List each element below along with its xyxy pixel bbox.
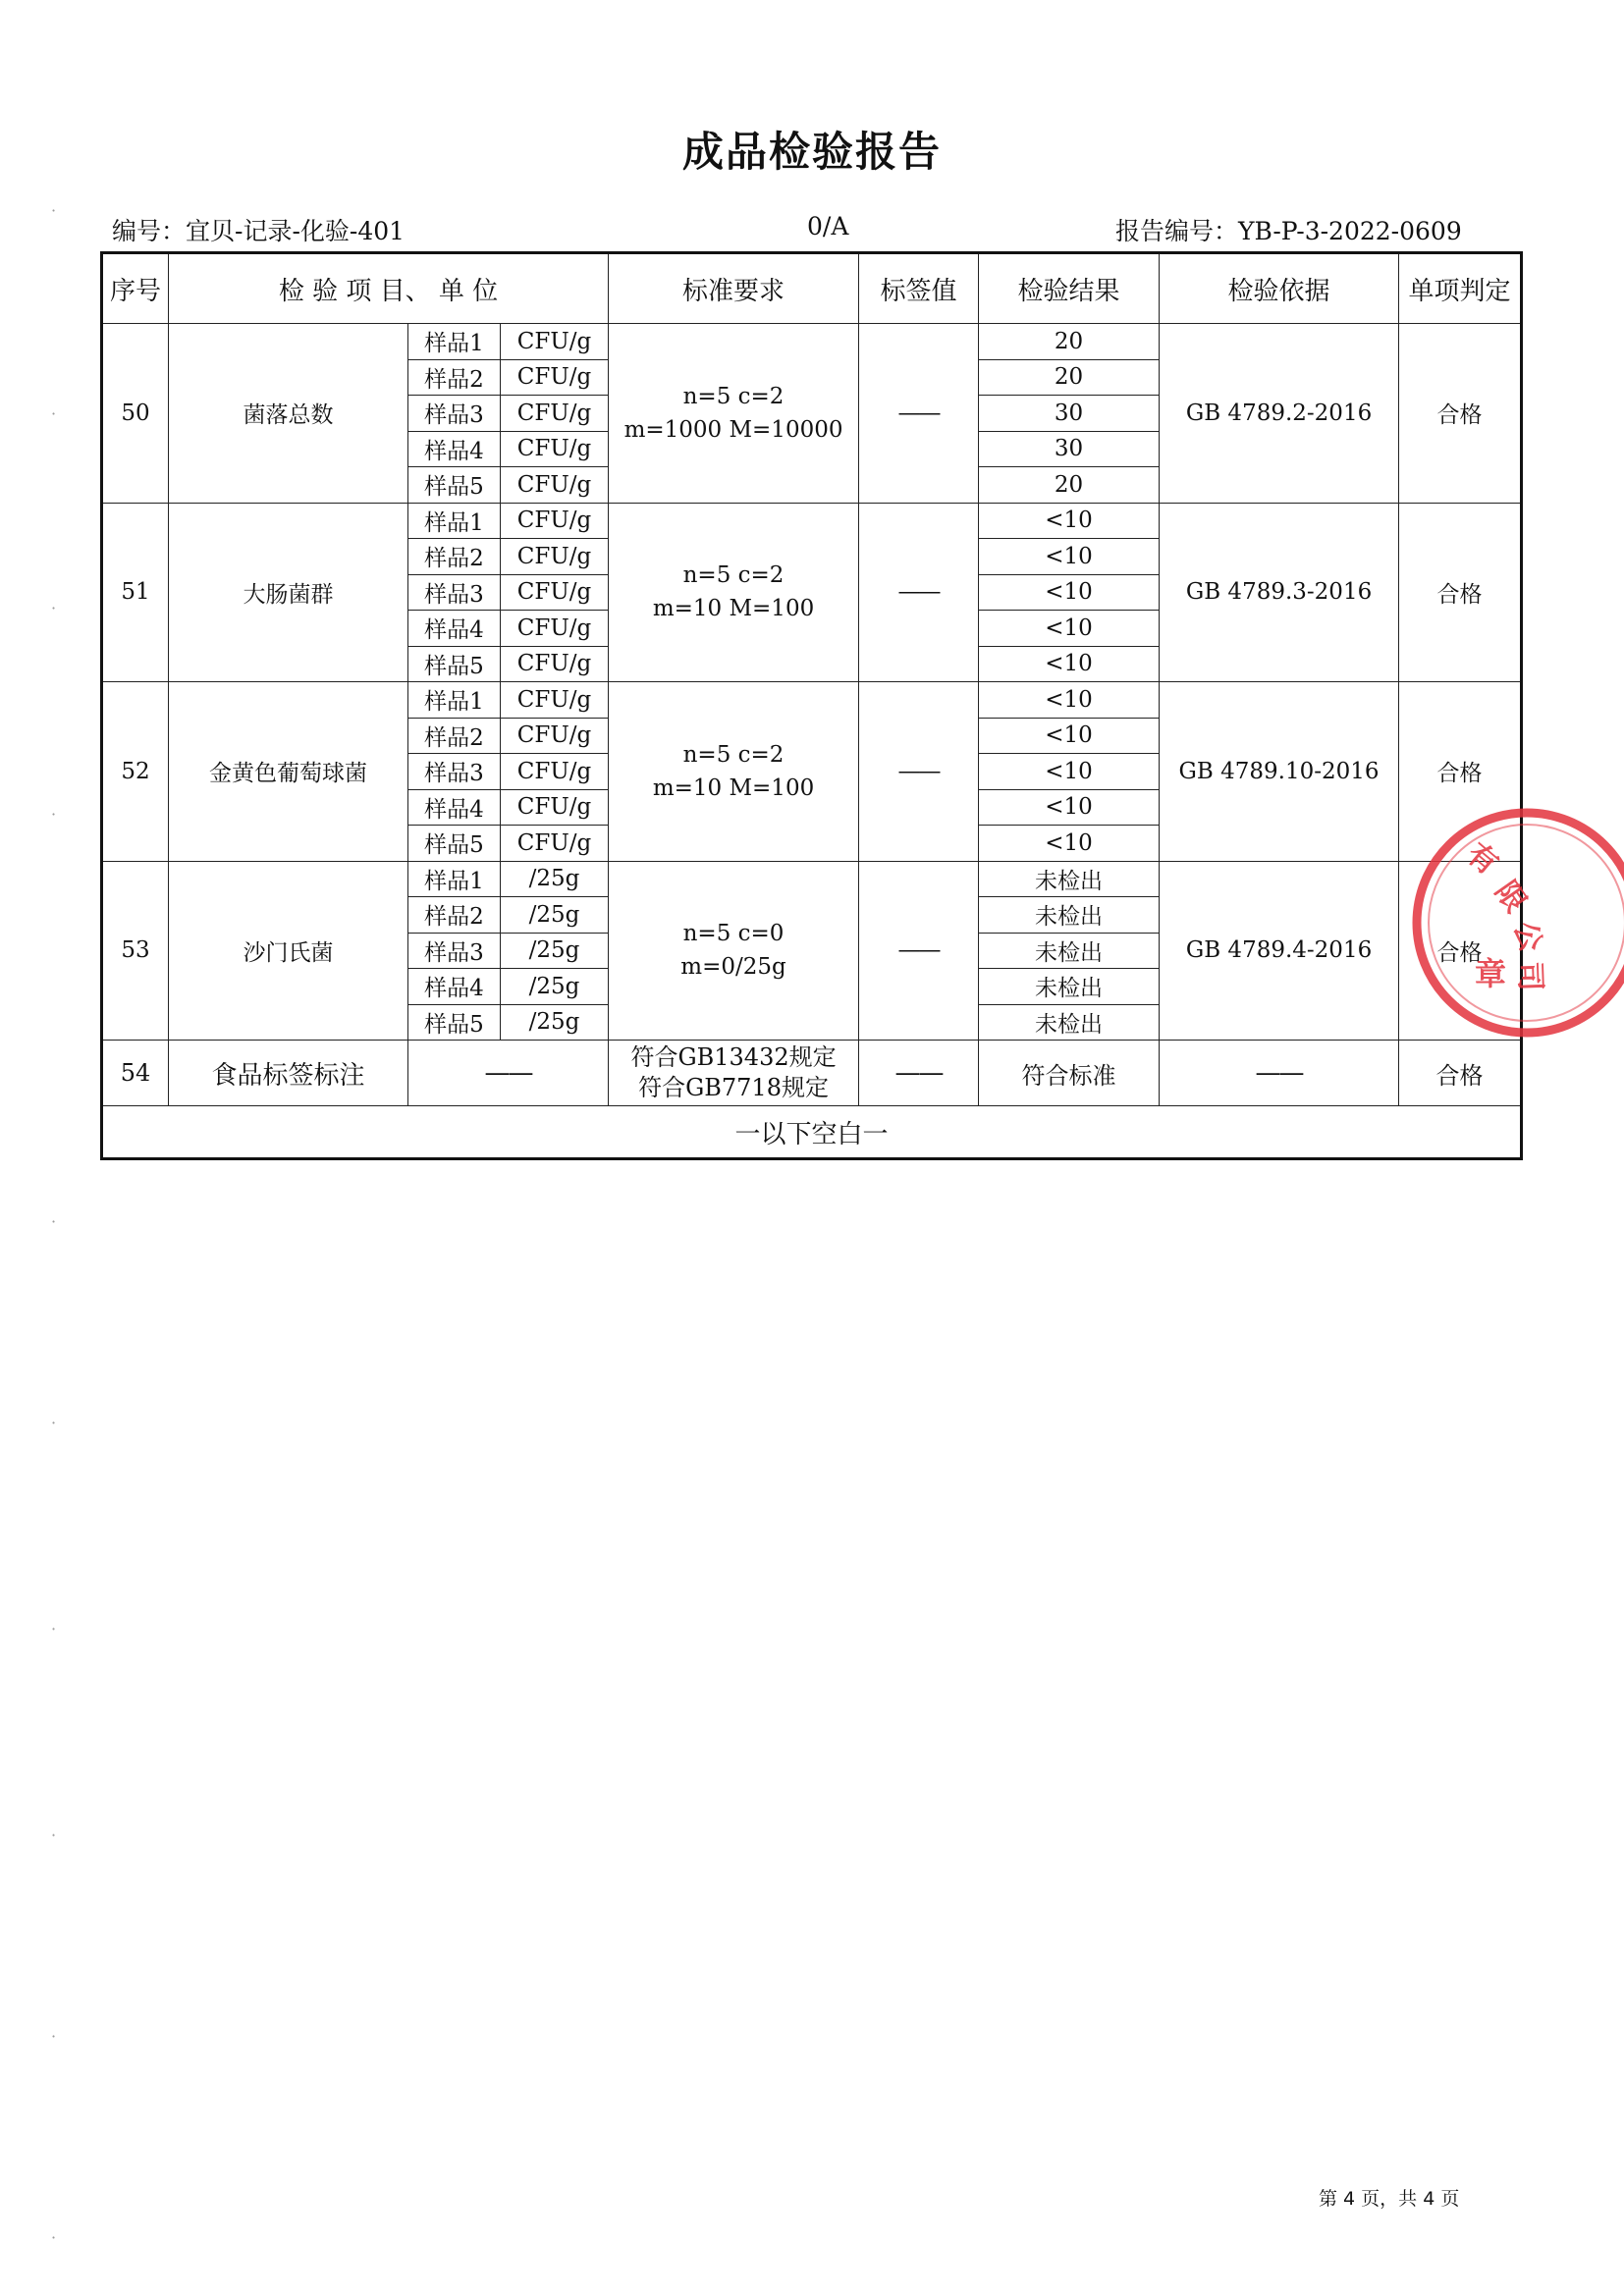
inspection-table <box>100 251 1523 1160</box>
document-version: 0/A <box>807 212 849 240</box>
scan-speck: · <box>51 599 57 617</box>
cell-sample: 样品3 <box>408 754 501 790</box>
svg-text:有: 有 <box>1459 836 1505 882</box>
cell-unit: CFU/g <box>501 754 609 790</box>
cell-unit: CFU/g <box>501 718 609 754</box>
cell-seq: 53 <box>102 861 169 1041</box>
cell-unit: CFU/g <box>501 611 609 647</box>
scan-speck: · <box>51 404 57 423</box>
cell-result: 未检出 <box>979 861 1160 897</box>
cell-unit: CFU/g <box>501 826 609 862</box>
cell-judgement: 合格 <box>1399 1041 1522 1106</box>
scan-speck: · <box>51 1826 57 1844</box>
svg-text:司: 司 <box>1512 961 1548 992</box>
cell-basis: —— <box>1160 1041 1399 1106</box>
cell-standard: 符合GB13432规定 符合GB7718规定 <box>609 1041 859 1106</box>
cell-sample: 样品2 <box>408 539 501 575</box>
scan-speck: · <box>51 201 57 220</box>
cell-result: <10 <box>979 539 1160 575</box>
cell-result: 未检出 <box>979 969 1160 1005</box>
cell-seq: 50 <box>102 324 169 504</box>
cell-sample: 样品2 <box>408 718 501 754</box>
cell-judgement: 合格 <box>1399 324 1522 504</box>
cell-sample: 样品1 <box>408 324 501 360</box>
header-result: 检验结果 <box>979 253 1160 324</box>
cell-unit: CFU/g <box>501 682 609 719</box>
report-number: 报告编号：YB-P-3-2022-0609 <box>1115 217 1462 245</box>
cell-standard: n=5 c=2 m=10 M=100 <box>609 682 859 862</box>
cell-unit: /25g <box>501 969 609 1005</box>
svg-text:公: 公 <box>1506 917 1548 957</box>
cell-seq: 51 <box>102 503 169 682</box>
header-basis: 检验依据 <box>1160 253 1399 324</box>
scan-speck: · <box>51 2228 57 2247</box>
company-seal-stamp <box>1404 800 1624 1045</box>
cell-result: 未检出 <box>979 1004 1160 1041</box>
cell-result: 未检出 <box>979 897 1160 934</box>
cell-sample: 样品2 <box>408 359 501 396</box>
table-row <box>102 861 1522 897</box>
cell-sample: 样品3 <box>408 396 501 432</box>
cell-seq: 52 <box>102 682 169 862</box>
cell-result: 30 <box>979 431 1160 467</box>
scan-speck: · <box>51 805 57 824</box>
cell-result: <10 <box>979 682 1160 719</box>
header-item-unit: 检 验 项 目、 单 位 <box>169 253 609 324</box>
cell-sample: 样品5 <box>408 646 501 682</box>
table-row <box>102 682 1522 719</box>
cell-sample: 样品1 <box>408 682 501 719</box>
cell-sample: 样品3 <box>408 574 501 611</box>
cell-sample: 样品1 <box>408 503 501 539</box>
cell-unit: CFU/g <box>501 646 609 682</box>
cell-label: —— <box>859 682 979 862</box>
cell-label: —— <box>859 1041 979 1106</box>
cell-result: <10 <box>979 611 1160 647</box>
cell-sample: 样品3 <box>408 933 501 969</box>
cell-unit: CFU/g <box>501 539 609 575</box>
cell-sample: 样品5 <box>408 467 501 504</box>
header-label: 标签值 <box>859 253 979 324</box>
cell-result: <10 <box>979 754 1160 790</box>
cell-unit: /25g <box>501 897 609 934</box>
cell-judgement: 合格 <box>1399 682 1522 862</box>
cell-sample: 样品5 <box>408 1004 501 1041</box>
table-row <box>102 324 1522 360</box>
cell-sample: 样品1 <box>408 861 501 897</box>
cell-unit: CFU/g <box>501 789 609 826</box>
scan-speck: · <box>51 1212 57 1231</box>
table-row <box>102 503 1522 539</box>
blank-note: 一以下空白一 <box>102 1106 1522 1159</box>
cell-sample: 样品5 <box>408 826 501 862</box>
header-seq: 序号 <box>102 253 169 324</box>
cell-item-name: 金黄色葡萄球菌 <box>169 682 408 862</box>
scan-speck: · <box>51 2027 57 2046</box>
cell-unit: CFU/g <box>501 359 609 396</box>
cell-unit: /25g <box>501 933 609 969</box>
cell-result: 未检出 <box>979 933 1160 969</box>
page-title: 成品检验报告 <box>681 128 942 176</box>
cell-standard: n=5 c=2 m=1000 M=10000 <box>609 324 859 504</box>
table-header-row <box>102 253 1522 324</box>
cell-result: <10 <box>979 826 1160 862</box>
header-standard: 标准要求 <box>609 253 859 324</box>
cell-label: —— <box>859 324 979 504</box>
cell-item-name: 食品标签标注 <box>169 1041 408 1106</box>
cell-result: 20 <box>979 324 1160 360</box>
document-number: 编号：宜贝-记录-化验-401 <box>112 217 406 245</box>
cell-item-name: 沙门氏菌 <box>169 861 408 1041</box>
cell-item-name: 大肠菌群 <box>169 503 408 682</box>
cell-judgement: 合格 <box>1399 503 1522 682</box>
cell-standard: n=5 c=2 m=10 M=100 <box>609 503 859 682</box>
cell-sample: 样品4 <box>408 789 501 826</box>
cell-judgement: 合格 <box>1399 861 1522 1041</box>
blank-note-row <box>102 1106 1522 1159</box>
page-footer: 第 4 页，共 4 页 <box>1319 2188 1460 2210</box>
cell-result: 符合标准 <box>979 1041 1160 1106</box>
cell-unit: CFU/g <box>501 574 609 611</box>
cell-unit: CFU/g <box>501 503 609 539</box>
svg-text:章: 章 <box>1475 955 1507 992</box>
cell-result: 20 <box>979 359 1160 396</box>
cell-standard: n=5 c=0 m=0/25g <box>609 861 859 1041</box>
cell-unit: CFU/g <box>501 431 609 467</box>
cell-unit: CFU/g <box>501 396 609 432</box>
cell-sample: 样品4 <box>408 969 501 1005</box>
cell-sample: 样品2 <box>408 897 501 934</box>
cell-unit: /25g <box>501 1004 609 1041</box>
cell-basis: GB 4789.10-2016 <box>1160 682 1399 862</box>
cell-unit: CFU/g <box>501 467 609 504</box>
cell-basis: GB 4789.4-2016 <box>1160 861 1399 1041</box>
cell-result: 30 <box>979 396 1160 432</box>
cell-result: <10 <box>979 503 1160 539</box>
cell-label: —— <box>859 861 979 1041</box>
cell-unit: —— <box>408 1041 609 1106</box>
svg-text:限: 限 <box>1488 875 1534 920</box>
cell-result: 20 <box>979 467 1160 504</box>
scan-speck: · <box>51 1414 57 1432</box>
table-row-54 <box>102 1041 1522 1106</box>
cell-unit: /25g <box>501 861 609 897</box>
cell-result: <10 <box>979 718 1160 754</box>
cell-unit: CFU/g <box>501 324 609 360</box>
cell-label: —— <box>859 503 979 682</box>
cell-sample: 样品4 <box>408 611 501 647</box>
header-judgement: 单项判定 <box>1399 253 1522 324</box>
cell-seq: 54 <box>102 1041 169 1106</box>
cell-sample: 样品4 <box>408 431 501 467</box>
cell-result: <10 <box>979 789 1160 826</box>
table-body <box>102 324 1522 1159</box>
cell-basis: GB 4789.2-2016 <box>1160 324 1399 504</box>
scan-speck: · <box>51 1620 57 1638</box>
cell-item-name: 菌落总数 <box>169 324 408 504</box>
cell-basis: GB 4789.3-2016 <box>1160 503 1399 682</box>
cell-result: <10 <box>979 574 1160 611</box>
cell-result: <10 <box>979 646 1160 682</box>
